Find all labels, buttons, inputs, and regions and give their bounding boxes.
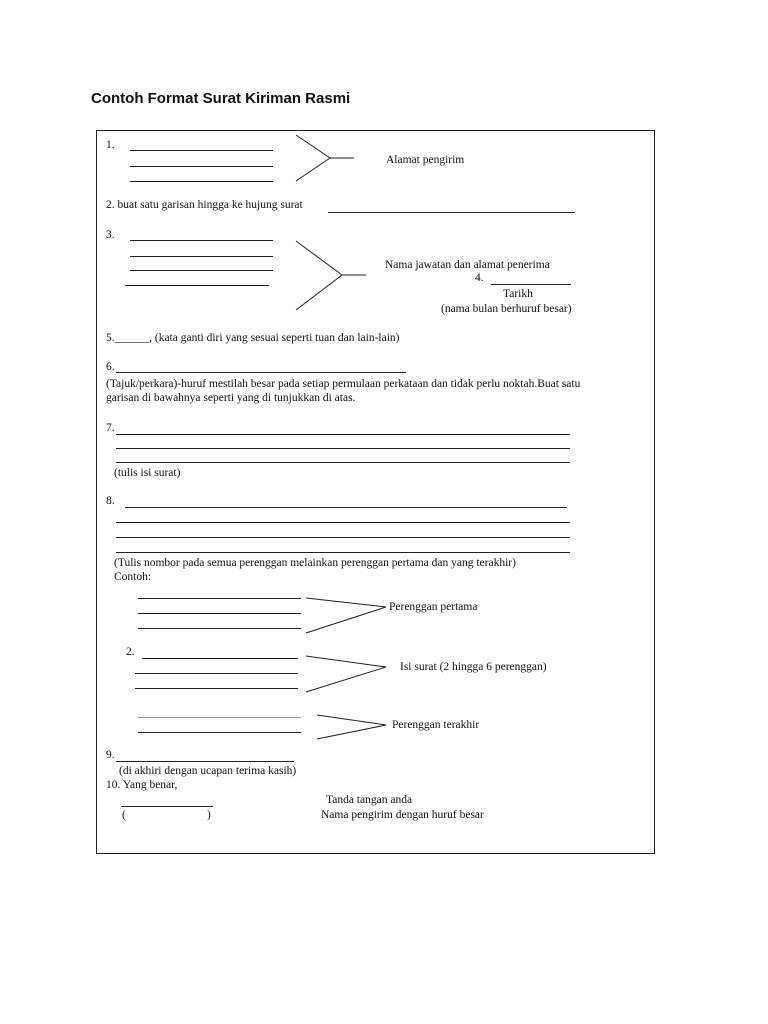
signature-line — [121, 806, 213, 807]
item-4-number: 4. — [475, 272, 484, 284]
item-5-text: 5.______, (kata ganti diri yang sesuai seperti tuan dan lain-lain) — [106, 332, 400, 344]
page-title: Contoh Format Surat Kiriman Rasmi — [91, 90, 351, 107]
recipient-label: Nama jawatan dan alamat penerima — [385, 259, 550, 271]
item-3-number: 3. — [106, 229, 115, 241]
body-note: (tulis isi surat) — [114, 467, 181, 479]
closing-note: (di akhiri dengan ucapan terima kasih) — [119, 765, 297, 777]
example-number-2: 2. — [126, 646, 135, 658]
body-paragraph-label: Isi surat (2 hingga 6 perenggan) — [400, 661, 547, 673]
signature-label: Tanda tangan anda — [326, 794, 413, 806]
subject-note-line1: (Tajuk/perkara)-huruf mestilah besar pada setiap permulaan perkataan dan tidak perlu noktah.Buat satu — [106, 378, 581, 390]
name-paren-open: ( — [122, 809, 126, 821]
sender-name-label: Nama pengirim dengan huruf besar — [321, 809, 484, 821]
sender-address-label: Alamat pengirim — [386, 154, 465, 166]
subject-note-line2: garisan di bawahnya seperti yang di tunjukkan di atas. — [106, 392, 356, 404]
item-2-text: 2. buat satu garisan hingga ke hujung surat — [106, 199, 303, 211]
example-label: Contoh: — [114, 571, 152, 583]
item-1-number: 1. — [106, 139, 115, 151]
item-6-number: 6. — [106, 361, 115, 373]
item-10-text: 10. Yang benar, — [106, 779, 178, 791]
first-paragraph-label: Perenggan pertama — [389, 601, 478, 613]
item-7-number: 7. — [106, 422, 115, 434]
month-note: (nama bulan berhuruf besar) — [441, 303, 572, 315]
date-label: Tarikh — [503, 288, 533, 300]
item-8-number: 8. — [106, 495, 115, 507]
closing-line — [116, 761, 294, 762]
last-paragraph-label: Perenggan terakhir — [392, 719, 480, 731]
item-9-number: 9. — [106, 749, 115, 761]
numbering-note: (Tulis nombor pada semua perenggan melainkan perenggan pertama dan yang terakhir) — [114, 557, 516, 569]
name-paren-close: ) — [207, 809, 211, 821]
